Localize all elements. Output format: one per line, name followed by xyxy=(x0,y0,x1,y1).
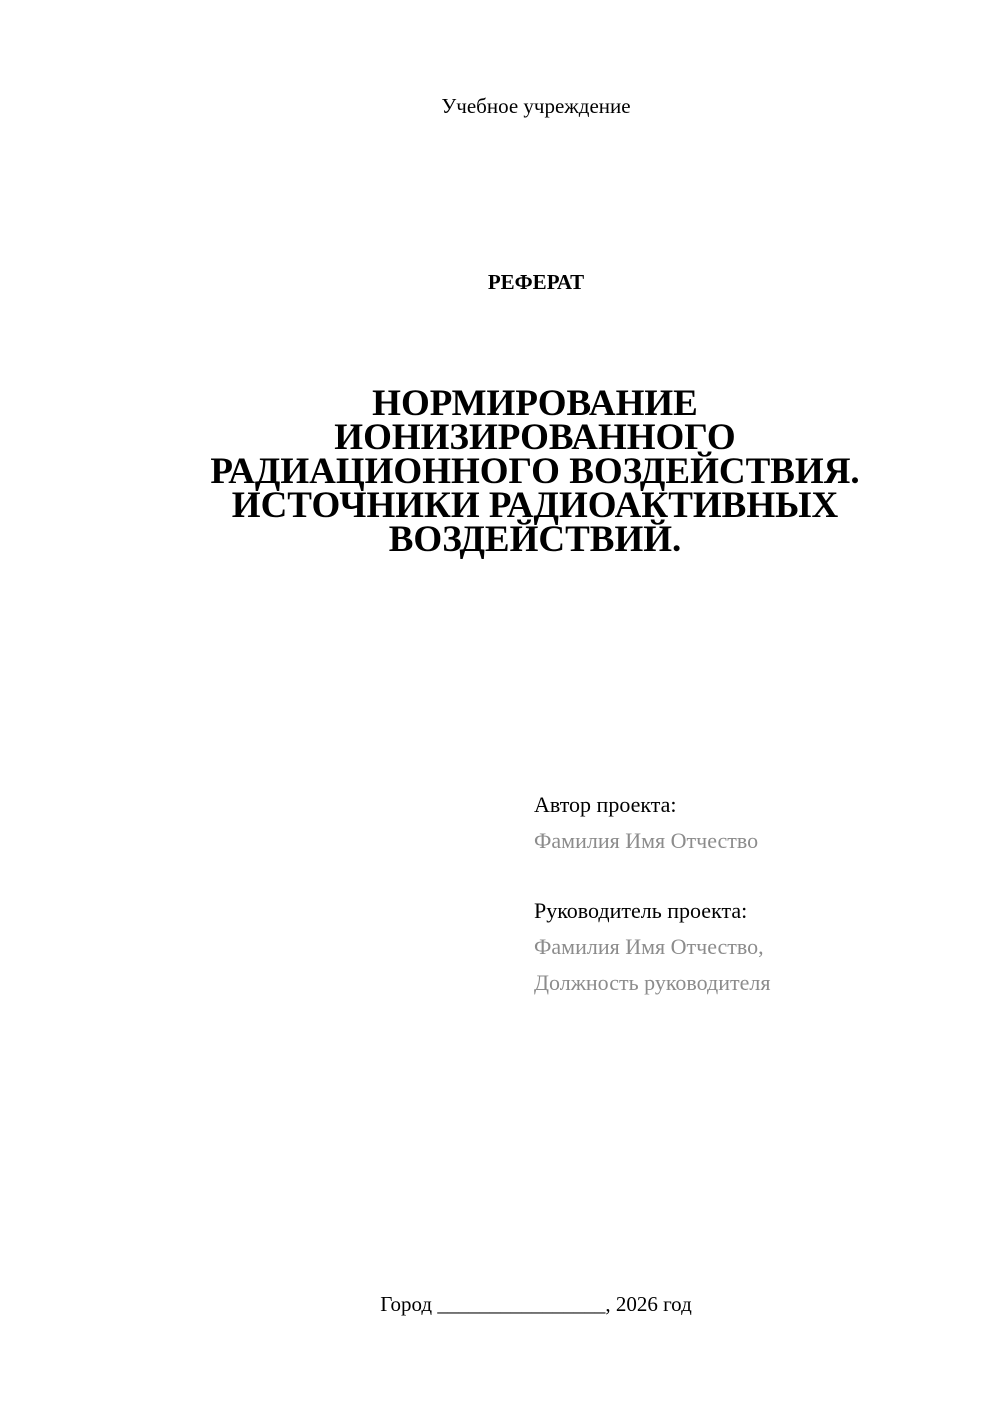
title-line: ИСТОЧНИКИ РАДИОАКТИВНЫХ xyxy=(231,485,839,526)
supervisor-position: Должность руководителя xyxy=(534,970,771,995)
institution-name: Учебное учреждение xyxy=(441,94,631,118)
supervisor-block xyxy=(534,893,974,1001)
author-name: Фамилия Имя Отчество xyxy=(534,828,759,853)
author-label: Автор проекта: xyxy=(534,792,677,817)
title-line: НОРМИРОВАНИЕ xyxy=(372,383,698,424)
title-line: ИОНИЗИРОВАННОГО xyxy=(334,417,736,458)
title-line: ВОЗДЕЙСТВИЙ. xyxy=(388,519,682,560)
city-year-line: Город ________________, 2026 год xyxy=(380,1292,692,1316)
author-block xyxy=(534,787,974,859)
supervisor-label: Руководитель проекта: xyxy=(534,898,748,923)
document-title xyxy=(150,383,920,560)
title-line: РАДИАЦИОННОГО ВОЗДЕЙСТВИЯ. xyxy=(210,451,860,492)
document-type: РЕФЕРАТ xyxy=(487,270,585,294)
spacer xyxy=(534,859,974,893)
supervisor-name: Фамилия Имя Отчество, xyxy=(534,934,764,959)
project-people xyxy=(534,787,974,1001)
